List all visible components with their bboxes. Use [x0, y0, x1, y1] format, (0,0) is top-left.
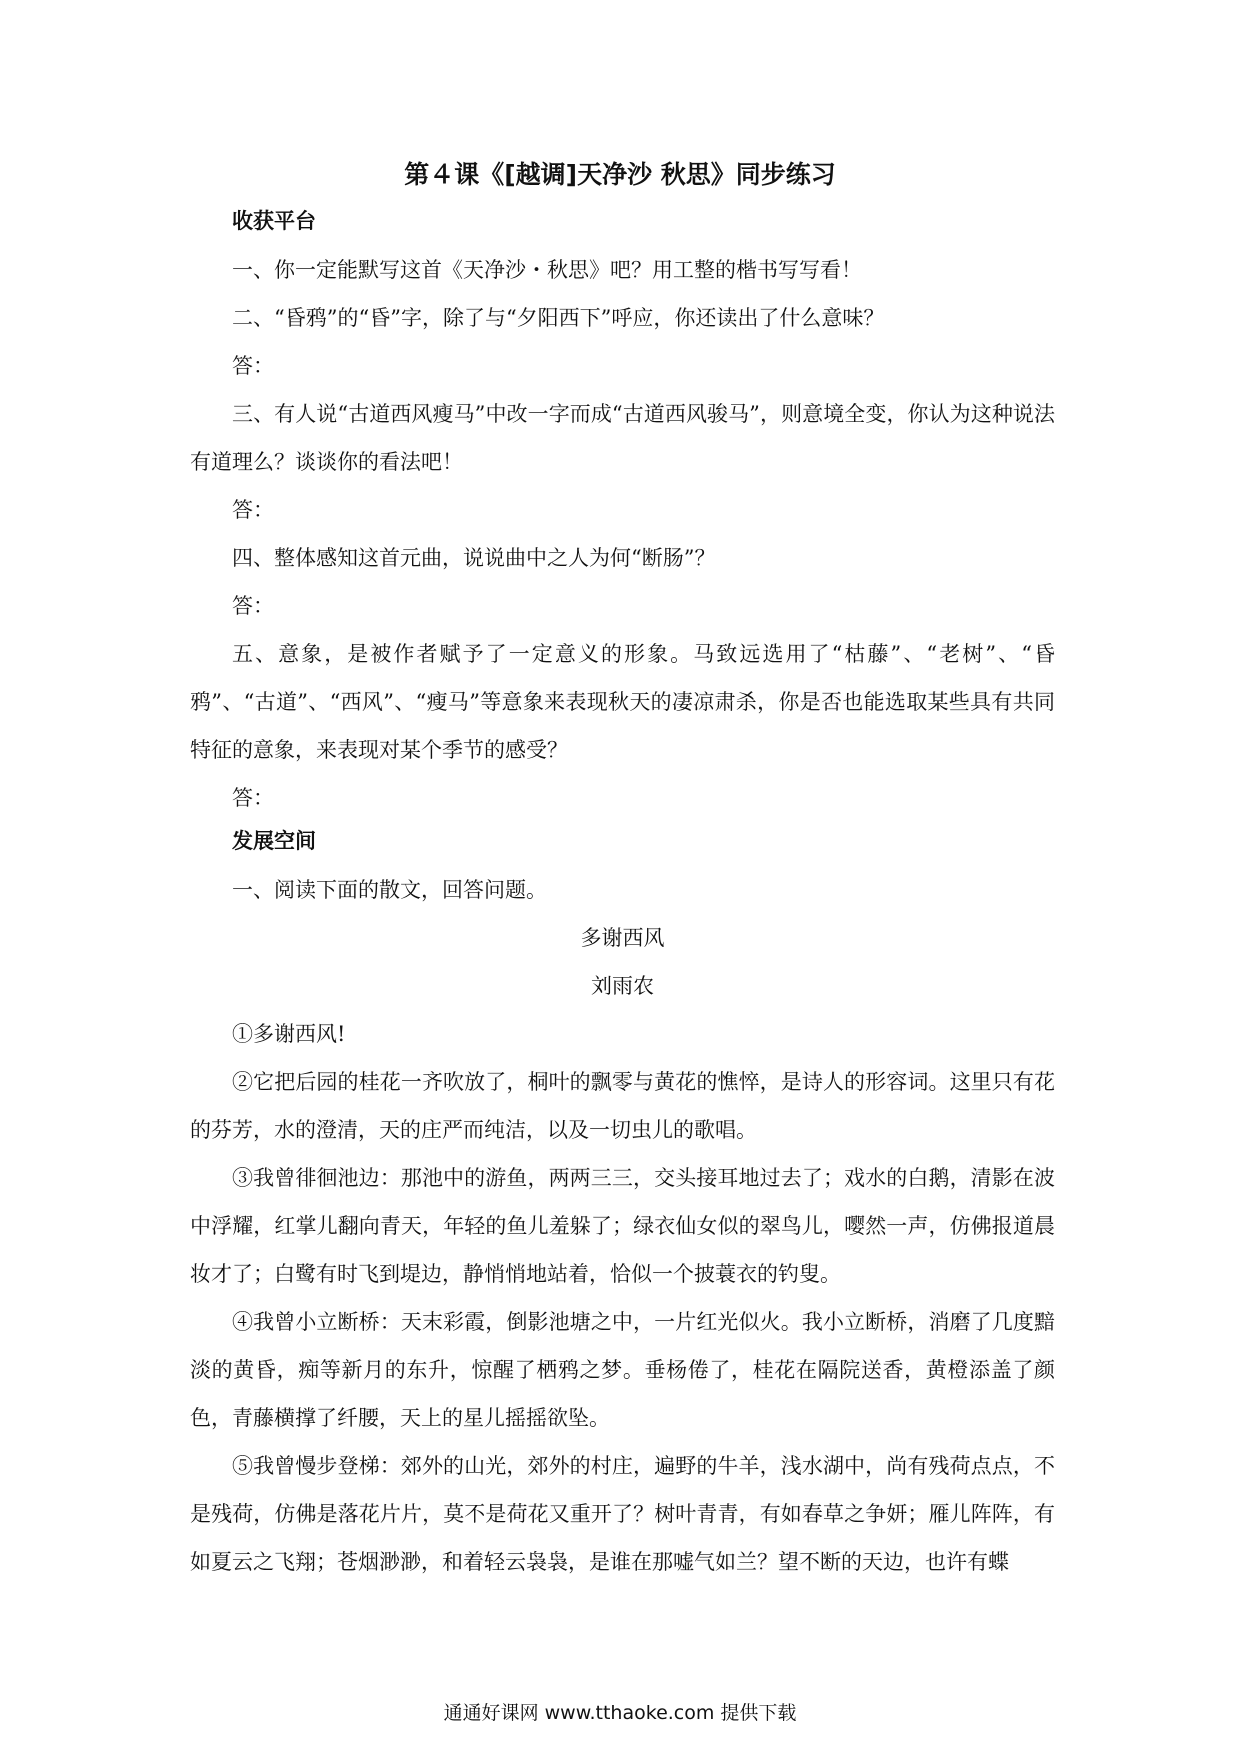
- essay-author: 刘雨农: [591, 974, 654, 998]
- page-title: 第４课《[越调]天净沙 秋思》同步练习: [404, 160, 836, 189]
- essay-paragraph: ③我曾徘徊池边：那池中的游鱼，两两三三，交头接耳地过去了；戏水的白鹅，清影在波中浮耀，红掌儿翻向青天，年轻的鱼儿羞躲了；绿衣仙女似的翠鸟儿，嘤然一声，仿佛报道晨妆才了；白鹭有时飞到堤边，静悄悄地站着，恰似一个披蓑衣的钓叟。: [190, 1166, 1055, 1286]
- essay-title: 多谢西风: [580, 926, 665, 950]
- reading-intro: 一、阅读下面的散文，回答问题。: [232, 878, 547, 902]
- page-footer: 通通好课网 www.tthaoke.com 提供下载: [443, 1702, 797, 1724]
- essay-paragraph: ②它把后园的桂花一齐吹放了，桐叶的飘零与黄花的憔悴，是诗人的形容词。这里只有花的芬芳，水的澄清，天的庄严而纯洁，以及一切虫儿的歌唱。: [190, 1070, 1055, 1142]
- essay-paragraph: ⑤我曾慢步登梯：郊外的山光，郊外的村庄，遍野的牛羊，浅水湖中，尚有残荷点点，不是残荷，仿佛是落花片片，莫不是荷花又重开了？树叶青青，有如春草之争妍；雁儿阵阵，有如夏云之飞翔；苍烟渺渺，和着轻云袅袅，是谁在那嘘气如兰？望不断的天边，也许有蝶: [190, 1454, 1055, 1574]
- question-2: 二、“昏鸦”的“昏”字，除了与“夕阳西下”呼应，你还读出了什么意味？: [232, 306, 885, 330]
- question-4: 四、整体感知这首元曲，说说曲中之人为何“断肠”？: [232, 546, 716, 570]
- answer-label: 答：: [232, 498, 274, 522]
- section-heading-harvest: 收获平台: [232, 209, 316, 233]
- answer-label: 答：: [232, 786, 274, 810]
- question-5: 五、意象，是被作者赋予了一定意义的形象。马致远选用了“枯藤”、“老树”、“昏鸦”、“古道”、“西风”、“瘦马”等意象来表现秋天的凄凉肃杀，你是否也能选取某些具有共同特征的意象，来表现对某个季节的感受？: [190, 642, 1055, 762]
- question-3: 三、有人说“古道西风瘦马”中改一字而成“古道西风骏马”，则意境全变，你认为这种说法有道理么？谈谈你的看法吧！: [190, 402, 1055, 474]
- question-1: 一、你一定能默写这首《天净沙・秋思》吧？用工整的楷书写写看！: [232, 258, 862, 282]
- main-content: [190, 206, 1055, 1586]
- section-heading-development: 发展空间: [232, 829, 316, 853]
- essay-paragraph: ④我曾小立断桥：天末彩霞，倒影池塘之中，一片红光似火。我小立断桥，消磨了几度黯淡的黄昏，痴等新月的东升，惊醒了栖鸦之梦。垂杨倦了，桂花在隔院送香，黄橙添盖了颜色，青藤横撑了纤腰，天上的星儿摇摇欲坠。: [190, 1310, 1055, 1430]
- answer-label: 答：: [232, 594, 274, 618]
- answer-label: 答：: [232, 354, 274, 378]
- essay-paragraph: ①多谢西风!: [232, 1022, 346, 1046]
